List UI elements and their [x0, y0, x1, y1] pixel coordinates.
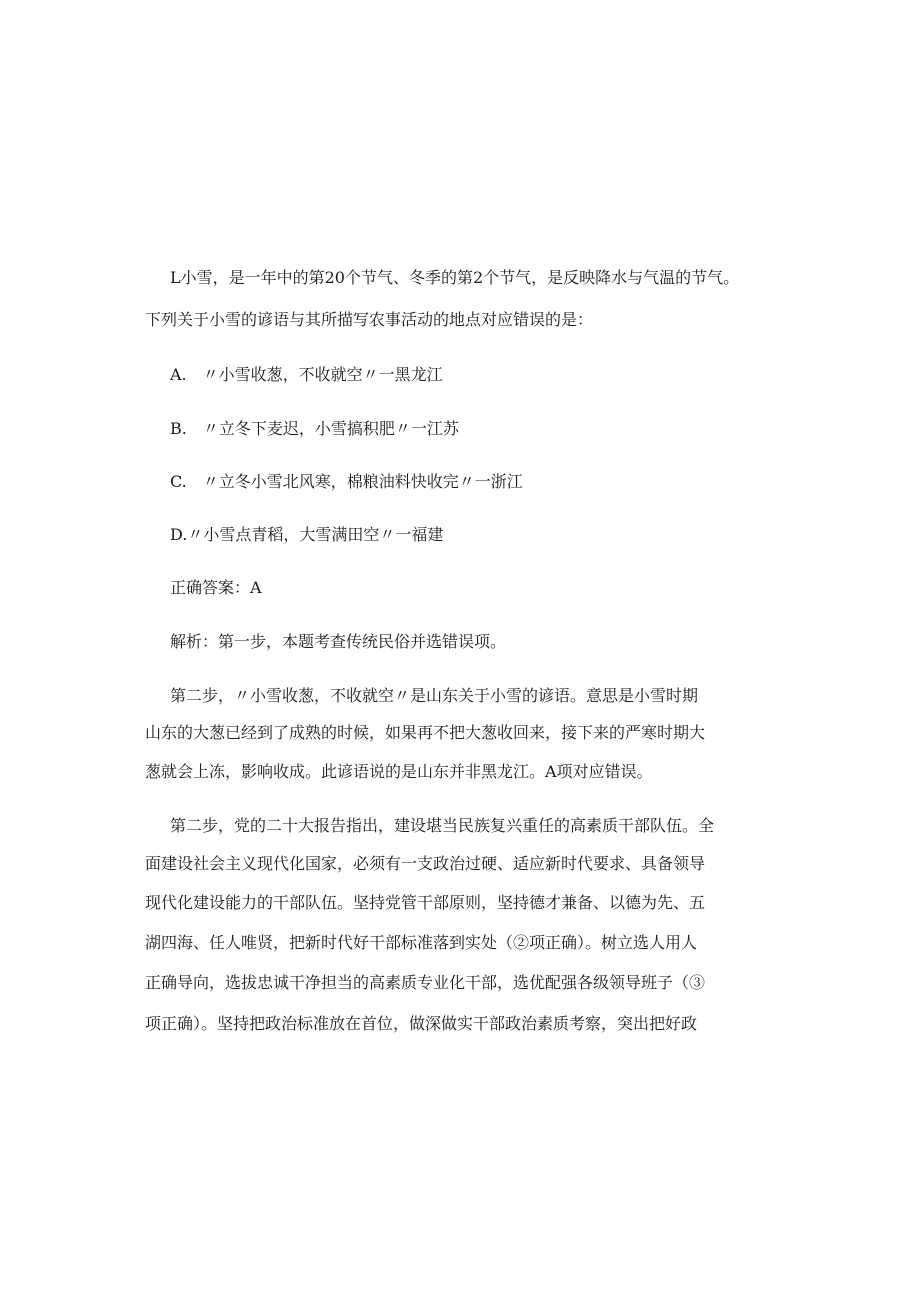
option-c: C. 〃立冬小雪北风寒，棉粮油料快收完〃一浙江 [170, 472, 523, 491]
correct-answer: 正确答案：A [170, 578, 262, 597]
analysis-step3-line-5: 正确导向，选拔忠诚干净担当的高素质专业化干部，选优配强各级领导班子（③ [145, 973, 706, 992]
analysis-step2-line-1: 第二步，〃小雪收葱，不收就空〃是山东关于小雪的谚语。意思是小雪时期 [170, 686, 699, 705]
analysis-step3-line-1: 第二步，党的二十大报告指出，建设堪当民族复兴重任的高素质干部队伍。全 [170, 816, 715, 835]
analysis-step3-line-4: 湖四海、任人唯贤，把新时代好干部标准落到实处（②项正确）。树立选人用人 [145, 933, 698, 952]
option-a: A. 〃小雪收葱，不收就空〃一黑龙江 [170, 365, 443, 384]
analysis-step3-line-2: 面建设社会主义现代化国家，必须有一支政治过硬、适应新时代要求、具备领导 [145, 854, 706, 873]
analysis-step3-line-3: 现代化建设能力的干部队伍。坚持党管干部原则，坚持德才兼备、以德为先、五 [145, 893, 706, 912]
analysis-step2-line-2: 山东的大葱已经到了成熟的时候，如果再不把大葱收回来，接下来的严寒时期大 [145, 723, 706, 742]
analysis-intro: 解析：第一步，本题考查传统民俗并选错误项。 [170, 632, 507, 651]
analysis-step3-line-6: 项正确）。坚持把政治标准放在首位，做深做实干部政治素质考察，突出把好政 [145, 1014, 698, 1033]
option-d: D.〃小雪点青稻，大雪满田空〃一福建 [170, 525, 444, 544]
option-b: B. 〃立冬下麦迟，小雪搞积肥〃一江苏 [170, 419, 459, 438]
analysis-step2-line-3: 葱就会上冻，影响收成。此谚语说的是山东并非黑龙江。A项对应错误。 [145, 762, 653, 781]
question-stem-line-2: 下列关于小雪的谚语与其所描写农事活动的地点对应错误的是： [145, 310, 594, 329]
question-stem-line-1: L小雪，是一年中的第20个节气、冬季的第2个节气，是反映降水与气温的节气。 [170, 268, 740, 287]
